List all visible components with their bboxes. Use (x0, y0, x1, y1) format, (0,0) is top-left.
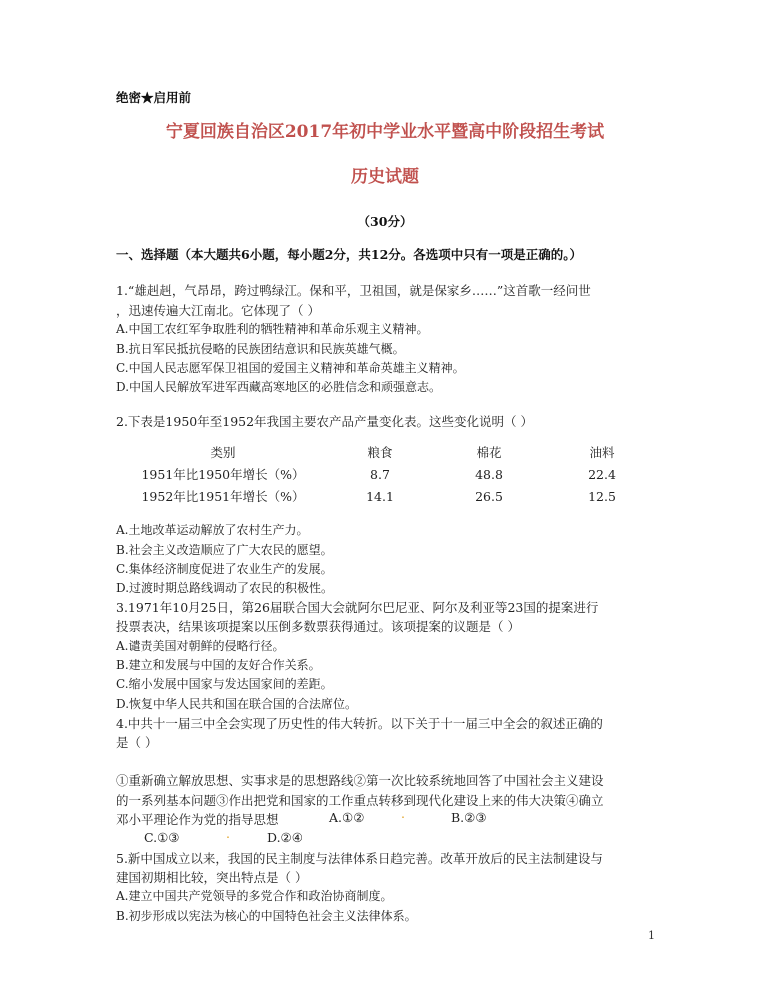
q4-stem-line2: 是（ ） (116, 735, 158, 750)
production-table (116, 441, 656, 507)
q1-option-b: B.抗日军民抵抗侵略的民族团结意识和民族英雄气概。 (116, 342, 405, 356)
q2-option-d: D.过渡时期总路线调动了农民的积极性。 (116, 581, 334, 595)
q5-stem-line2: 建国初期相比较，突出特点是（ ） (116, 870, 308, 885)
table-cell: 22.4 (588, 466, 616, 482)
q1-stem-line2: ，迅速传遍大江南北。它体现了（ ） (116, 303, 320, 318)
q3-option-b: B.建立和发展与中国的友好合作关系。 (116, 658, 321, 672)
table-cell: 8.7 (370, 466, 390, 482)
q1-option-a: A.中国工农红军争取胜利的牺牲精神和革命乐观主义精神。 (116, 322, 429, 336)
q4-option-a: A.①② (329, 810, 365, 825)
q2-stem: 2.下表是1950年至1952年我国主要农产品产量变化表。这些变化说明（ ） (116, 414, 534, 429)
subject-title: 历史试题 (351, 167, 419, 187)
q3-stem-line2: 投票表决，结果该项提案以压倒多数票获得通过。该项提案的议题是（ ） (116, 619, 520, 634)
q4-option-d: D.②④ (267, 830, 303, 845)
q1-stem-line1: 1.“雄赳赳，气昂昂，跨过鸭绿江。保和平，卫祖国，就是保家乡……”这首歌一经问世 (116, 283, 591, 298)
table-cell: 26.5 (475, 488, 503, 504)
table-header-cell: 棉花 (476, 445, 502, 460)
q2-option-a: A.土地改革运动解放了农村生产力。 (116, 523, 309, 537)
table-header-cell: 粮食 (367, 445, 393, 460)
q4-body-line1: ①重新确立解放思想、实事求是的思想路线②第一次比较系统地回答了中国社会主义建设 (116, 773, 604, 788)
q3-option-c: C.缩小发展中国家与发达国家间的差距。 (116, 677, 333, 691)
q3-option-a: A.谴责美国对朝鲜的侵略行径。 (116, 639, 285, 653)
exam-title: 宁夏回族自治区2017年初中学业水平暨高中阶段招生考试 (165, 122, 605, 142)
q4-body-line3: 邓小平理论作为党的指导思想 (116, 812, 279, 827)
dot-mark: . (226, 826, 230, 841)
section-heading: 一、选择题（本大题共6小题，每小题2分，共12分。各选项中只有一项是正确的。） (116, 247, 583, 262)
table-cell: 12.5 (588, 488, 616, 504)
q4-body-line2: 的一系列基本问题③作出把党和国家的工作重点转移到现代化建设上来的伟大决策④确立 (116, 793, 604, 808)
q4-option-c: C.①③ (144, 830, 180, 845)
table-cell: 14.1 (366, 488, 394, 504)
table-header-cell: 油料 (589, 445, 615, 460)
q2-option-b: B.社会主义改造顺应了广大农民的愿望。 (116, 543, 333, 557)
table-header-row (116, 441, 656, 463)
q3-stem-line1: 3.1971年10月25日，第26届联合国大会就阿尔巴尼亚、阿尔及利亚等23国的提案进行 (116, 600, 599, 615)
table-header-cell: 类别 (210, 445, 236, 460)
q5-stem-line1: 5.新中国成立以来，我国的民主制度与法律体系日趋完善。改革开放后的民主法制建设与 (116, 851, 603, 866)
q1-option-d: D.中国人民解放军进军西藏高寒地区的必胜信念和顽强意志。 (116, 380, 442, 394)
q1-option-c: C.中国人民志愿军保卫祖国的爱国主义精神和革命英雄主义精神。 (116, 361, 465, 375)
table-cell: 1951年比1950年增长（%） (141, 467, 305, 482)
page-number: 1 (648, 929, 655, 942)
q2-option-c: C.集体经济制度促进了农业生产的发展。 (116, 562, 333, 576)
dot-mark: . (401, 806, 405, 821)
q5-option-b: B.初步形成以宪法为核心的中国特色社会主义法律体系。 (116, 909, 417, 923)
q4-stem-line1: 4.中共十一届三中全会实现了历史性的伟大转折。以下关于十一届三中全会的叙述正确的 (116, 716, 603, 731)
table-cell: 48.8 (475, 466, 503, 482)
q4-option-b: B.②③ (451, 810, 487, 825)
total-score: （30分） (357, 214, 413, 229)
q3-option-d: D.恢复中华人民共和国在联合国的合法席位。 (116, 697, 358, 711)
table-row (116, 463, 656, 485)
confidential-label: 绝密★启用前 (116, 90, 192, 105)
table-cell: 1952年比1951年增长（%） (141, 489, 305, 504)
table-row (116, 485, 656, 507)
q5-option-a: A.建立中国共产党领导的多党合作和政治协商制度。 (116, 889, 393, 903)
